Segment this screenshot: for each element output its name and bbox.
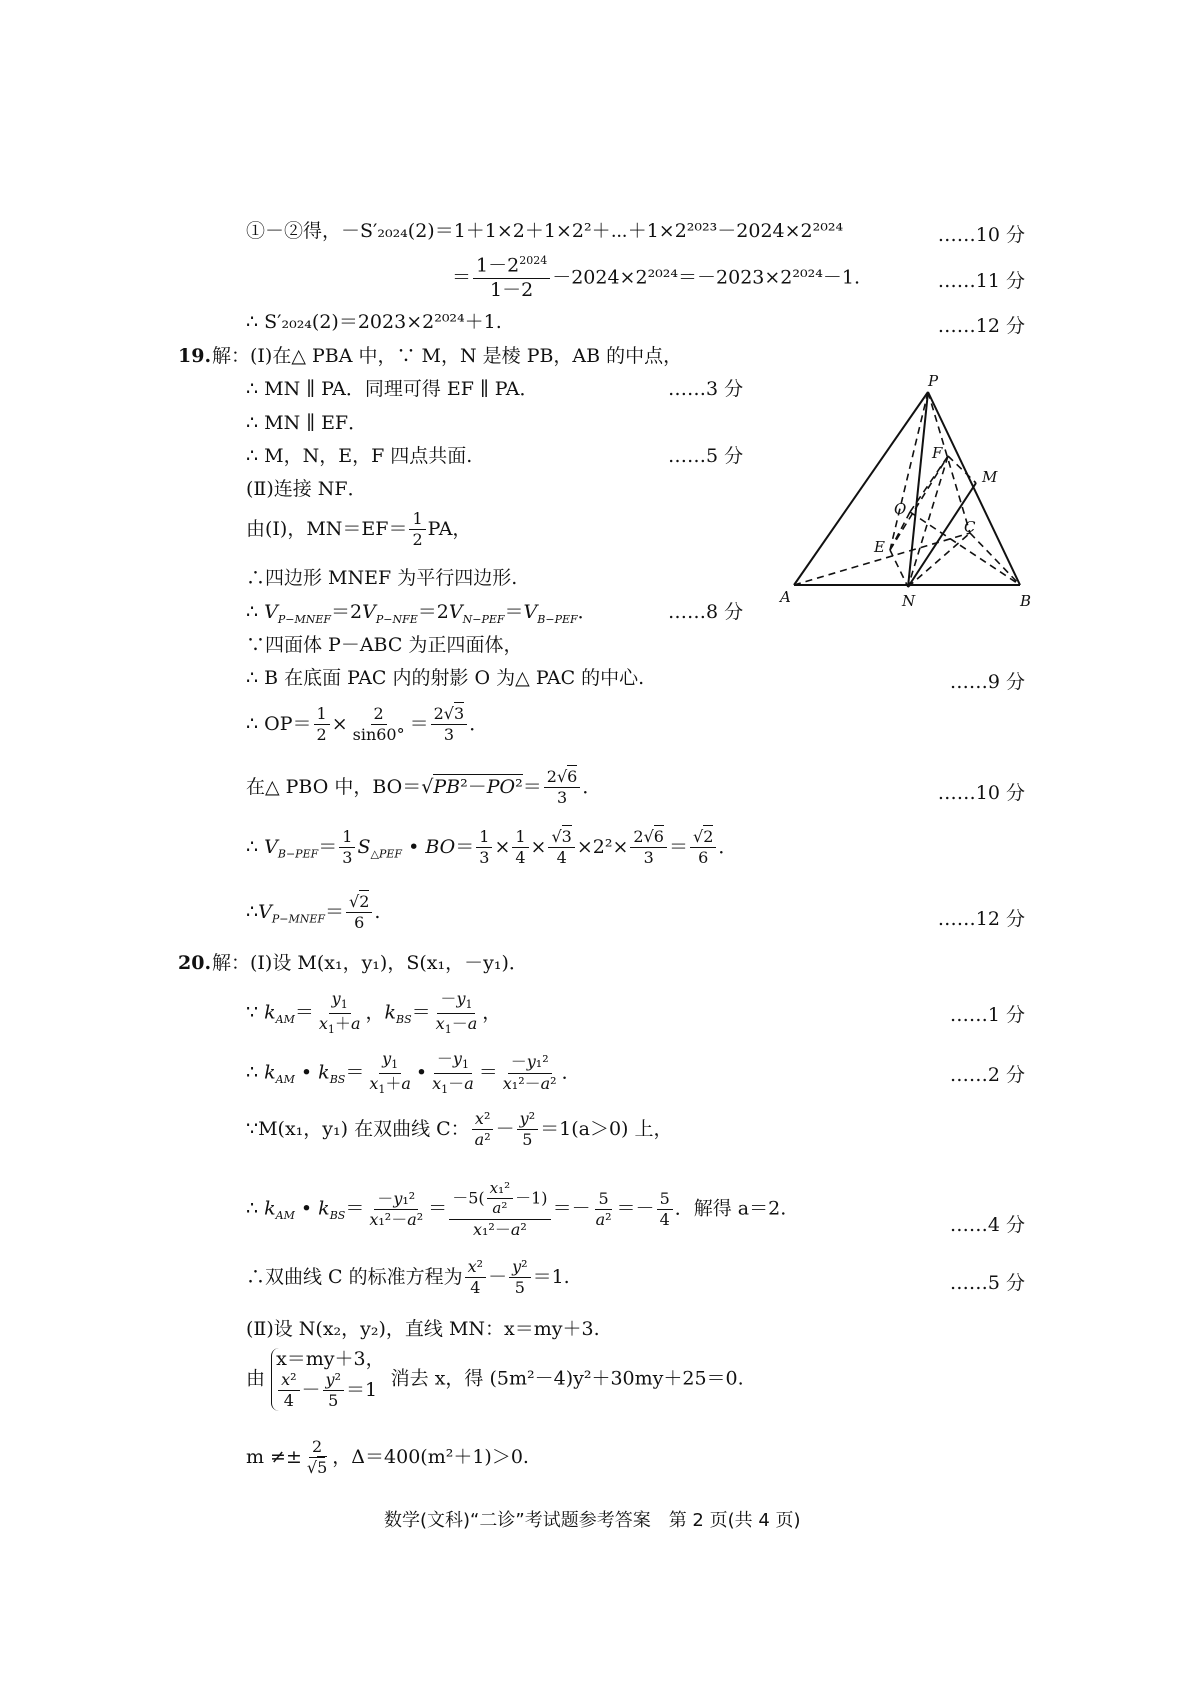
tetrahedron-figure	[770, 370, 1040, 620]
q18-line1-points: ……10 分	[937, 224, 1025, 246]
q18-line1: ①－②得，－S′₂₀₂₄(2)＝1＋1×2＋1×2²＋⋯＋1×2²⁰²³－2024×2²⁰²⁴	[246, 220, 844, 242]
q20-line4: ∵M(x₁，y₁) 在双曲线 C： $\frac{\text{x²}}{\text{a²}}$ － $\frac{\text{y²}}{5}$ ＝1(a＞0) 上，	[246, 1109, 673, 1150]
label-C: C	[964, 518, 976, 536]
q20-line8	[246, 1348, 744, 1411]
q19-line4-points: ……5 分	[668, 445, 744, 467]
q20-number: 20.	[178, 952, 212, 974]
q20-line4-a: ∵M(x₁，y₁) 在双曲线 C：	[246, 1117, 470, 1140]
label-B: B	[1020, 592, 1032, 610]
q20-line5-points: ……4 分	[949, 1214, 1025, 1236]
q19-line12-a: 在△ PBO 中，BO＝	[246, 775, 422, 798]
q18-line2-rest: －2024×2²⁰²⁴＝－2023×2²⁰²⁴－1.	[552, 266, 860, 289]
q20-line2: ∵ $k_{AM}=$ $\frac{y_1}{x_1+a}$ ，$k_{BS}=$ $\frac{-y_1}{x_1-a}$ ，	[246, 989, 502, 1037]
q18-line2: ＝ $\frac{1-2^{2024}}{1-2}$ －2024×2²⁰²⁴＝－2023×2²⁰²⁴－1.	[452, 254, 860, 302]
q20-line4-b: ＝1(a＞0) 上，	[540, 1117, 673, 1140]
q19-line7: ∴四边形 MNEF 为平行四边形.	[246, 567, 518, 589]
label-F: F	[932, 444, 943, 462]
label-O: O	[894, 500, 907, 518]
q19-line2-points: ……3 分	[668, 378, 744, 400]
q20-line7: (Ⅱ)设 N(x₂，y₂)，直线 MN：x＝my＋3.	[246, 1318, 600, 1340]
q20-line6-a: ∴双曲线 C 的标准方程为	[246, 1265, 463, 1288]
q19-line14-points: ……12 分	[937, 908, 1025, 930]
q19-line2: ∴ MN ∥ PA．同理可得 EF ∥ PA．	[246, 378, 539, 400]
q19-line13: ∴ $V_{B-PEF}=$ $\frac{1}{3}$ $S_{\triangle PEF}$ • BO＝ $\frac{1}{3}$ × $\frac{1}{4}$ × $\frac{√3}{4}$ ×2²× $\frac{2√6}{3}$ ＝ $\frac{√2}{6}$ ．	[246, 827, 738, 868]
q19-line5: (Ⅱ)连接 NF．	[246, 478, 367, 500]
q19-line12-points: ……10 分	[937, 782, 1025, 804]
q20-line8-b: 消去 x，得 (5m²－4)y²＋30my＋25＝0.	[390, 1367, 744, 1390]
q20-line5-tail: ．解得 a＝2.	[674, 1197, 787, 1220]
label-N: N	[902, 592, 916, 610]
q20-line5: ∴ $k_{AM}$ • $k_{BS}=$ $\frac{\text{－y₁²}}{\text{x₁²－a²}}$ ＝ －5( $\frac{\text{x₁²}}{\text{a²}}$ －1) x₁²－a² ＝－ $\frac{5}{\text{a²}}$ ＝－ $\frac{5}{4}$ ．解得 a＝2.	[246, 1179, 787, 1239]
q20-line8-a: 由	[246, 1367, 266, 1390]
q19-line9: ∵四面体 P－ABC 为正四面体，	[246, 634, 523, 656]
q20-line9-a: m ≠±	[246, 1445, 302, 1468]
q20-system-eq1: x＝my＋3，	[276, 1348, 385, 1370]
q20-line1: 解：(Ⅰ)设 M(x₁，y₁)，S(x₁，－y₁)．	[212, 952, 528, 974]
page-footer: 数学(文科)“二诊”考试题参考答案 第 2 页(共 4 页)	[384, 1510, 801, 1531]
q19-line11-a: ∴ OP＝	[246, 712, 312, 735]
q20-line6-points: ……5 分	[949, 1272, 1025, 1294]
q20-line9: m ≠± $\frac{2}{√5}$ ，Δ＝400(m²＋1)＞0.	[246, 1437, 529, 1478]
q19-line4: ∴ M，N，E，F 四点共面.	[246, 445, 473, 467]
q18-line3-points: ……12 分	[937, 315, 1025, 337]
q20-line3-points: ……2 分	[949, 1064, 1025, 1086]
q18-fraction: $\frac{1-2^{2024}}{1-2}$	[473, 255, 550, 302]
label-P: P	[928, 372, 939, 390]
q18-line3: ∴ S′₂₀₂₄(2)＝2023×2²⁰²⁴＋1.	[246, 311, 502, 333]
q19-line12: 在△ PBO 中，BO＝√PB²－PO²＝ $\frac{2√6}{3}$ ．	[246, 767, 602, 808]
q19-line6-b: PA，	[427, 517, 472, 540]
q20-line3: ∴ $k_{AM}$ • $k_{BS}=$ $\frac{y_1}{x_1+a}$ • $\frac{-y_1}{x_1-a}$ ＝ $\frac{\text{－y₁²}}{\text{x₁²－a²}}$ ．	[246, 1049, 581, 1097]
q20-line6: ∴双曲线 C 的标准方程为 $\frac{\text{x²}}{4}$ － $\frac{\text{y²}}{5}$ ＝1.	[246, 1257, 570, 1298]
q19-line6: 由(Ⅰ)，MN＝EF＝ $\frac{1}{2}$ PA，	[246, 509, 472, 550]
q19-line10: ∴ B 在底面 PAC 内的射影 O 为△ PAC 的中心.	[246, 667, 645, 689]
q20-line2-points: ……1 分	[949, 1004, 1025, 1026]
q19-line3: ∴ MN ∥ EF．	[246, 412, 368, 434]
label-E: E	[874, 538, 885, 556]
q18-line2-points: ……11 分	[937, 270, 1025, 292]
q19-line8-points: ……8 分	[668, 601, 744, 623]
q19-line11: ∴ OP＝ $\frac{1}{2}$ × $\frac{2}{\sin 60^\circ}$ ＝ $\frac{2√3}{3}$ ．	[246, 704, 489, 745]
equation-system: x＝my＋3， $\frac{\text{x²}}{4}$ － $\frac{\text{y²}}{5}$ ＝1	[271, 1348, 385, 1411]
q20-line6-b: ＝1.	[532, 1265, 570, 1288]
q19-number: 19.	[178, 345, 212, 367]
q20-line9-b: ，Δ＝400(m²＋1)＞0.	[332, 1445, 529, 1468]
q19-line14: $\therefore V_{P-MNEF}=$ $\frac{√2}{6}$ .	[246, 892, 381, 933]
q19-line8: ∴ $V_{P-MNEF}=2V_{P-NFE}=2V_{N-PEF}=V_{B-PEF}$．	[246, 601, 597, 626]
q19-line6-a: 由(Ⅰ)，MN＝EF＝	[246, 517, 408, 540]
label-A: A	[780, 588, 791, 606]
label-M: M	[982, 468, 998, 486]
q19-line10-points: ……9 分	[949, 671, 1025, 693]
q19-line1: 解：(Ⅰ)在△ PBA 中，∵ M，N 是棱 PB，AB 的中点，	[212, 345, 683, 367]
